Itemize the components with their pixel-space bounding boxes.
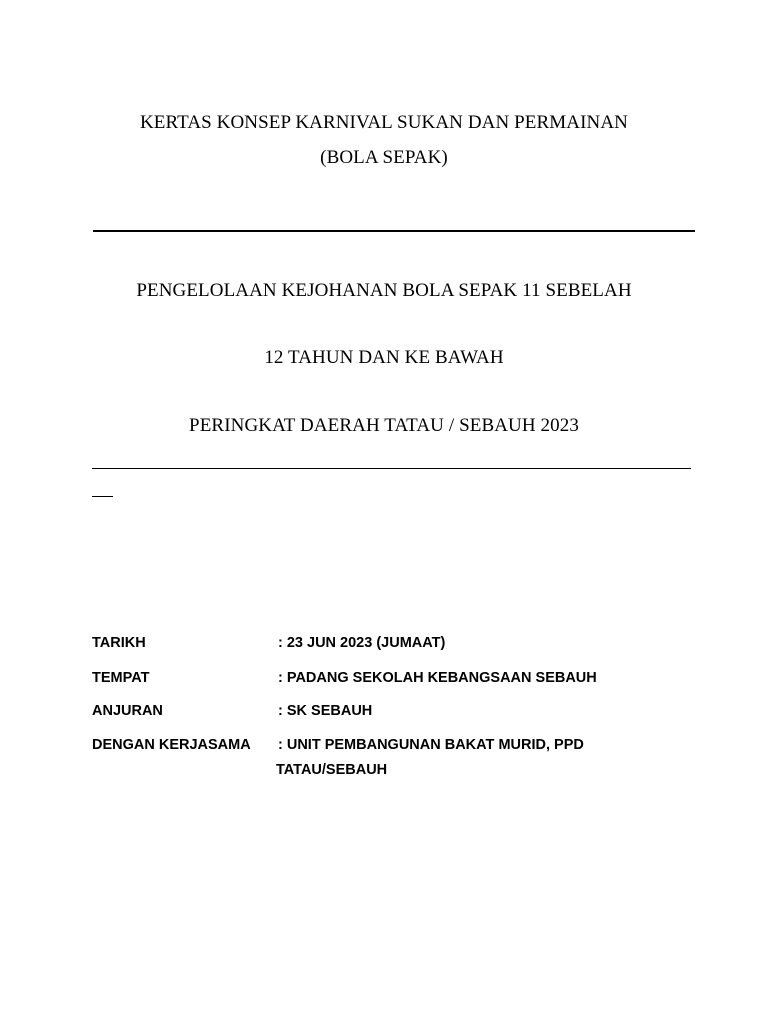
detail-label-tarikh: TARIKH [92,635,146,651]
detail-value-kerjasama: : UNIT PEMBANGUNAN BAKAT MURID, PPD [278,737,584,753]
detail-label-anjuran: ANJURAN [92,703,163,719]
detail-label-kerjasama: DENGAN KERJASAMA [92,737,251,753]
subtitle-divider-stub [92,496,113,497]
detail-label-tempat: TEMPAT [92,670,150,686]
title-divider [93,230,695,232]
detail-value-anjuran: : SK SEBAUH [278,703,373,719]
detail-value-kerjasama-cont: TATAU/SEBAUH [276,762,388,778]
subtitle-line-1: PENGELOLAAN KEJOHANAN BOLA SEPAK 11 SEBELAH [136,280,632,301]
title-line-2: (BOLA SEPAK) [320,147,448,168]
detail-value-tempat: : PADANG SEKOLAH KEBANGSAAN SEBAUH [278,670,597,686]
title-line-1: KERTAS KONSEP KARNIVAL SUKAN DAN PERMAINAN [139,112,628,133]
subtitle-line-2: 12 TAHUN DAN KE BAWAH [264,347,504,368]
subtitle-divider [92,468,691,469]
subtitle-line-3: PERINGKAT DAERAH TATAU / SEBAUH 2023 [189,415,579,436]
detail-value-tarikh: : 23 JUN 2023 (JUMAAT) [278,635,446,651]
